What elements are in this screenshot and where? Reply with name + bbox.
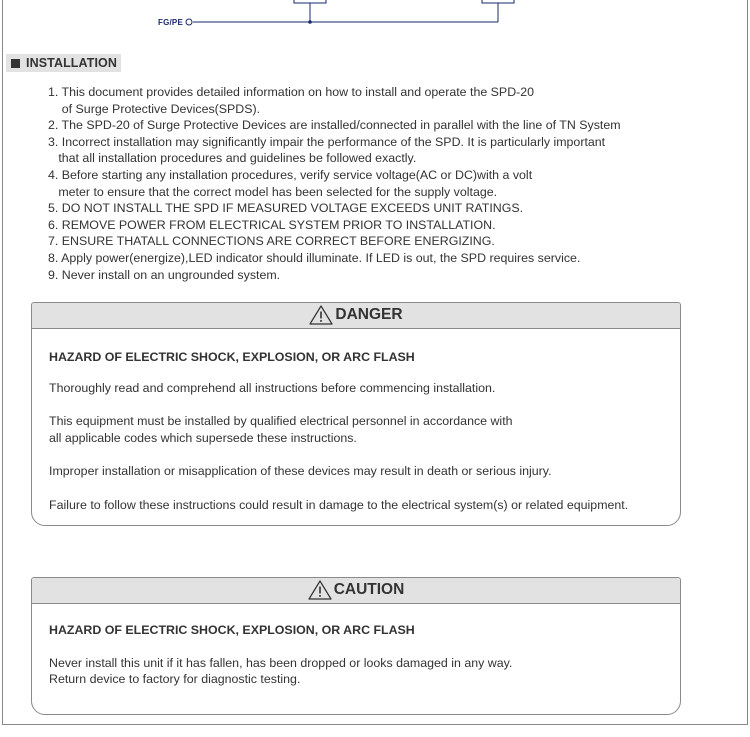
- caution-box: [31, 577, 681, 715]
- fgpe-terminal: [186, 19, 192, 25]
- danger-box: [31, 302, 681, 526]
- list-item: 9. Never install on an ungrounded system.: [48, 267, 281, 282]
- danger-title: DANGER: [335, 306, 403, 323]
- warning-triangle-icon: [309, 305, 333, 325]
- bullet-square-icon: [11, 59, 20, 68]
- list-item: 7. ENSURE THATALL CONNECTIONS ARE CORRECT BEFORE ENERGIZING.: [48, 234, 495, 249]
- device-box-right: [482, 0, 514, 3]
- caution-line-1: Never install this unit if it has fallen, has been dropped or looks damaged in any way.: [49, 655, 513, 670]
- installation-heading: [6, 54, 121, 72]
- wiring-diagram: [0, 0, 750, 30]
- caution-header: [32, 578, 680, 604]
- caution-title: CAUTION: [333, 581, 405, 598]
- danger-para-3: Improper installation or misapplication of these devices may result in death or serious injury.: [49, 464, 552, 479]
- warning-triangle-icon: [308, 580, 332, 600]
- danger-body: [32, 349, 680, 514]
- list-item: 4. Before starting any installation procedures, verify service voltage(AC or DC)with a volt: [48, 167, 533, 182]
- caution-hazard: HAZARD OF ELECTRIC SHOCK, EXPLOSION, OR ARC FLASH: [49, 623, 415, 637]
- danger-para-2-line-2: all applicable codes which supersede these instructions.: [49, 430, 357, 445]
- danger-para-2-line-1: This equipment must be installed by qualified electrical personnel in accordance with: [49, 414, 513, 429]
- caution-line-2: Return device to factory for diagnostic testing.: [49, 672, 301, 687]
- device-box-left: [294, 0, 326, 3]
- danger-para-4: Failure to follow these instructions could result in damage to the electrical system(s) or related equipment.: [49, 497, 629, 512]
- list-item: 3. Incorrect installation may significantly impair the performance of the SPD. It is particularly important: [48, 134, 606, 149]
- list-item: 6. REMOVE POWER FROM ELECTRICAL SYSTEM PRIOR TO INSTALLATION.: [48, 217, 496, 232]
- installation-heading-text: INSTALLATION: [26, 56, 118, 70]
- danger-para-1: Thoroughly read and comprehend all instructions before commencing installation.: [49, 380, 496, 395]
- danger-hazard: HAZARD OF ELECTRIC SHOCK, EXPLOSION, OR ARC FLASH: [49, 350, 415, 364]
- list-item: of Surge Protective Devices(SPDS).: [48, 101, 261, 116]
- list-item: 2. The SPD-20 of Surge Protective Devices are installed/connected in parallel with the line of TN System: [48, 118, 621, 133]
- list-item: 1. This document provides detailed information on how to install and operate the SPD-20: [48, 85, 535, 99]
- caution-body: [32, 622, 680, 688]
- junction-dot: [308, 20, 312, 24]
- installation-steps: [48, 84, 738, 283]
- fgpe-label: FG/PE: [158, 18, 184, 27]
- list-item: that all installation procedures and guidelines be followed exactly.: [48, 151, 417, 166]
- danger-header: [32, 303, 680, 329]
- list-item: 8. Apply power(energize),LED indicator should illuminate. If LED is out, the SPD requires service.: [48, 250, 581, 265]
- list-item: 5. DO NOT INSTALL THE SPD IF MEASURED VOLTAGE EXCEEDS UNIT RATINGS.: [48, 201, 524, 216]
- list-item: meter to ensure that the correct model has been selected for the supply voltage.: [48, 184, 498, 199]
